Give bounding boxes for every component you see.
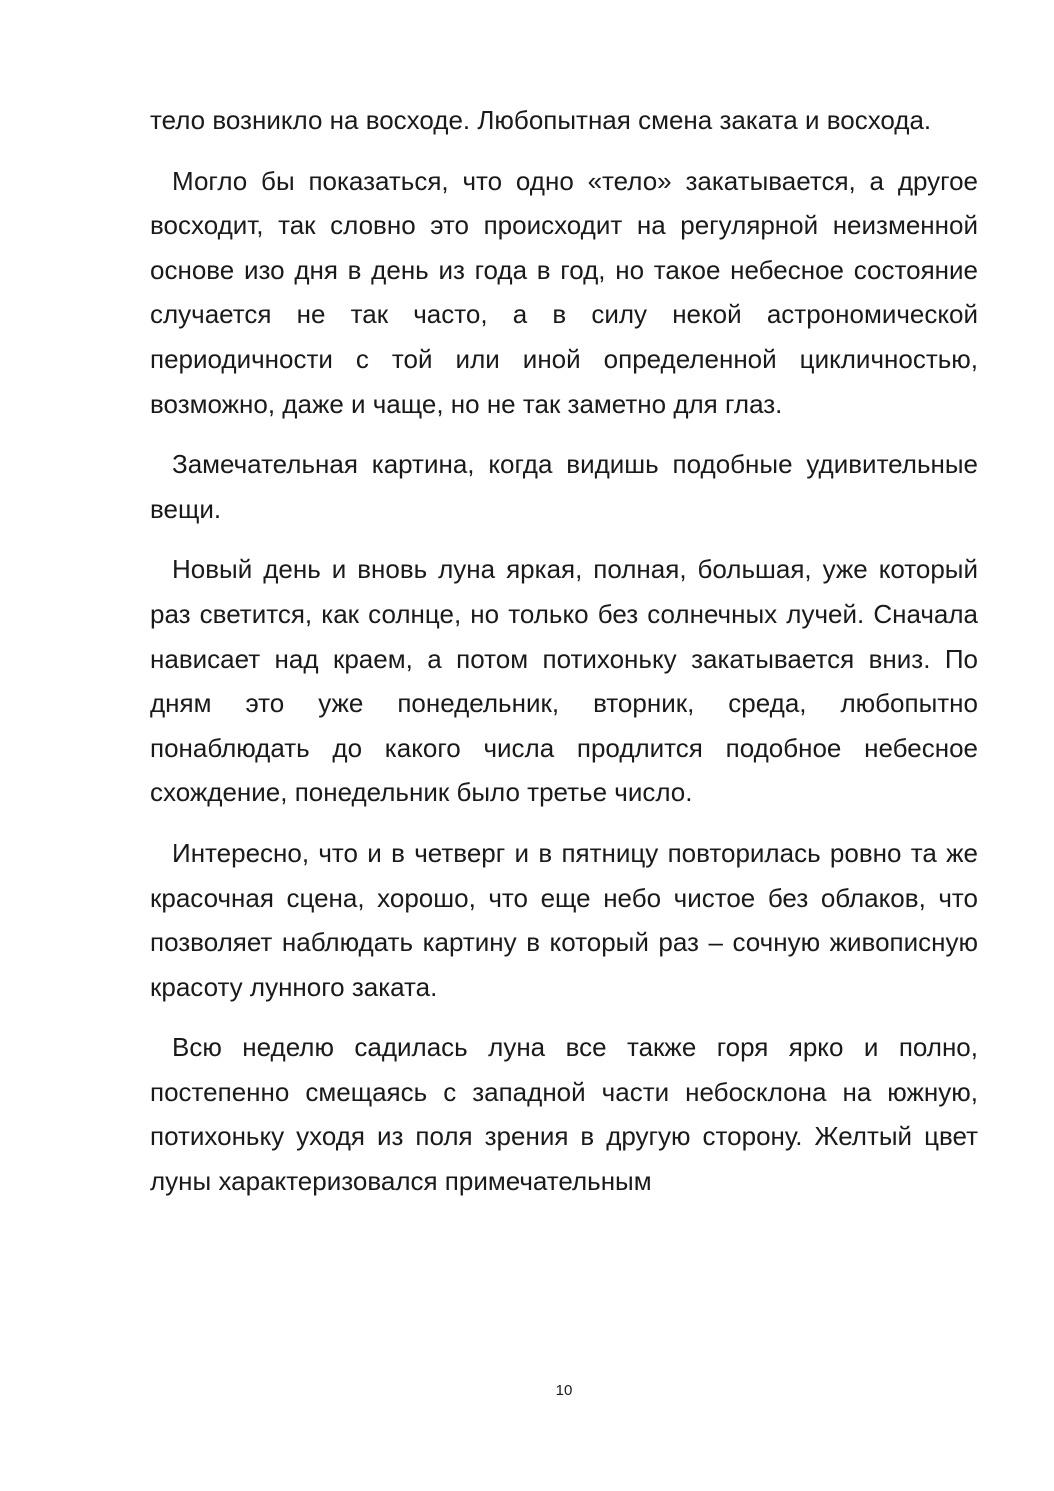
page-number: 10 [555,1382,573,1399]
paragraph-2: Могло бы показаться, что одно «тело» закатывается, а другое восходит, так словно это происходит на регулярной неизменной основе изо дня в день из года в год, но такое небесное состояние случается не так часто, а в силу некой астрономической периодичности с той или иной определенной цикличностью, возможно, даже и чаще, но не так заметно для глаз. [150,165,978,419]
paragraph-3: Замечательная картина, когда видишь подобные удивительные вещи. [150,449,978,524]
page-body [150,98,978,1220]
paragraph-6: Всю неделю садилась луна все также горя ярко и полно, постепенно смещаясь с западной части небосклона на южную, потихоньку уходя из поля зрения в другую сторону. Желтый цвет луны характеризовался примечательным [150,1032,978,1197]
paragraph-5: Интересно, что и в четверг и в пятницу повторилась ровно та же красочная сцена, хорошо, что еще небо чистое без облаков, что позволяет наблюдать картину в который раз – сочную живописную красоту лунного заката. [150,837,978,1002]
paragraph-4: Новый день и вновь луна яркая, полная, большая, уже который раз светится, как солнце, но только без солнечных лучей. Сначала нависает над краем, а потом потихоньку закатывается вниз. По дням это уже понедельник, вторник, среда, любопытно понаблюдать до какого числа продлится подобное небесное схождение, понедельник было третье число. [150,554,978,808]
paragraph-1: тело возникло на восходе. Любопытная смена заката и восхода. [150,105,932,135]
